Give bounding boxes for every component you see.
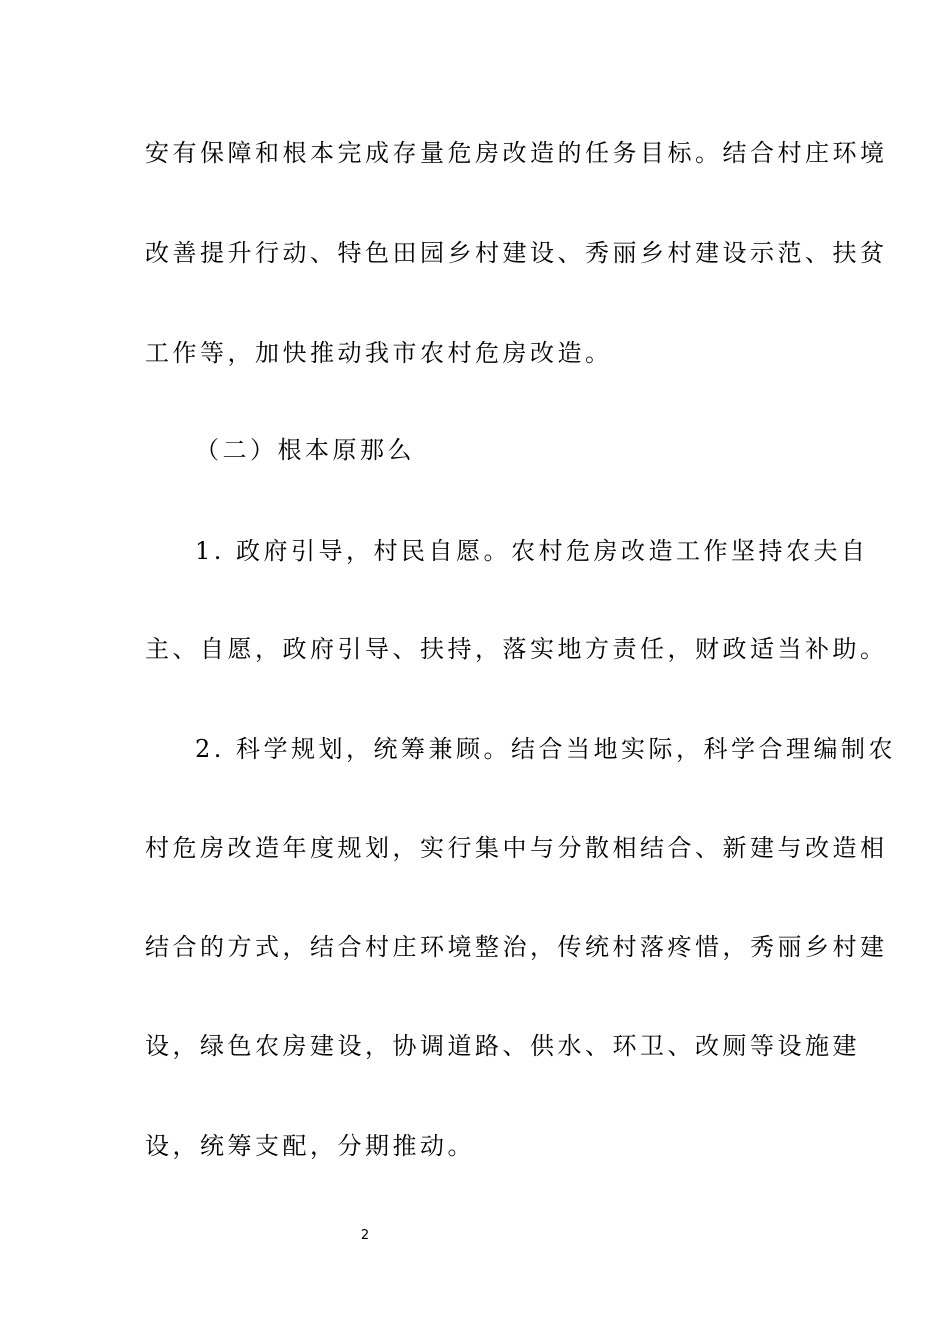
body-text-line: 主、自愿，政府引导、扶持，落实地方责任，财政适当补助。 [145,635,888,663]
body-text-line: 安有保障和根本完成存量危房改造的任务目标。结合村庄环境 [145,139,888,167]
body-text-line: 设，绿色农房建设，协调道路、供水、环卫、改厕等设施建 [145,1032,860,1060]
body-text-line: 设，统筹支配，分期推动。 [145,1132,475,1160]
body-text-line: 2. 科学规划，统筹兼顾。结合当地实际，科学合理编制农 [195,735,897,763]
section-heading: （二）根本原那么 [195,436,415,464]
body-text-line: 结合的方式，结合村庄环境整治，传统村落疼惜，秀丽乡村建 [145,933,888,961]
page-number: 2 [360,1228,370,1243]
body-text-line: 工作等，加快推动我市农村危房改造。 [145,339,613,367]
body-text-line: 改善提升行动、特色田园乡村建设、秀丽乡村建设示范、扶贫 [145,239,888,267]
body-text-line: 村危房改造年度规划，实行集中与分散相结合、新建与改造相 [145,834,888,862]
body-text-line: 1. 政府引导，村民自愿。农村危房改造工作坚持农夫自 [195,537,869,565]
